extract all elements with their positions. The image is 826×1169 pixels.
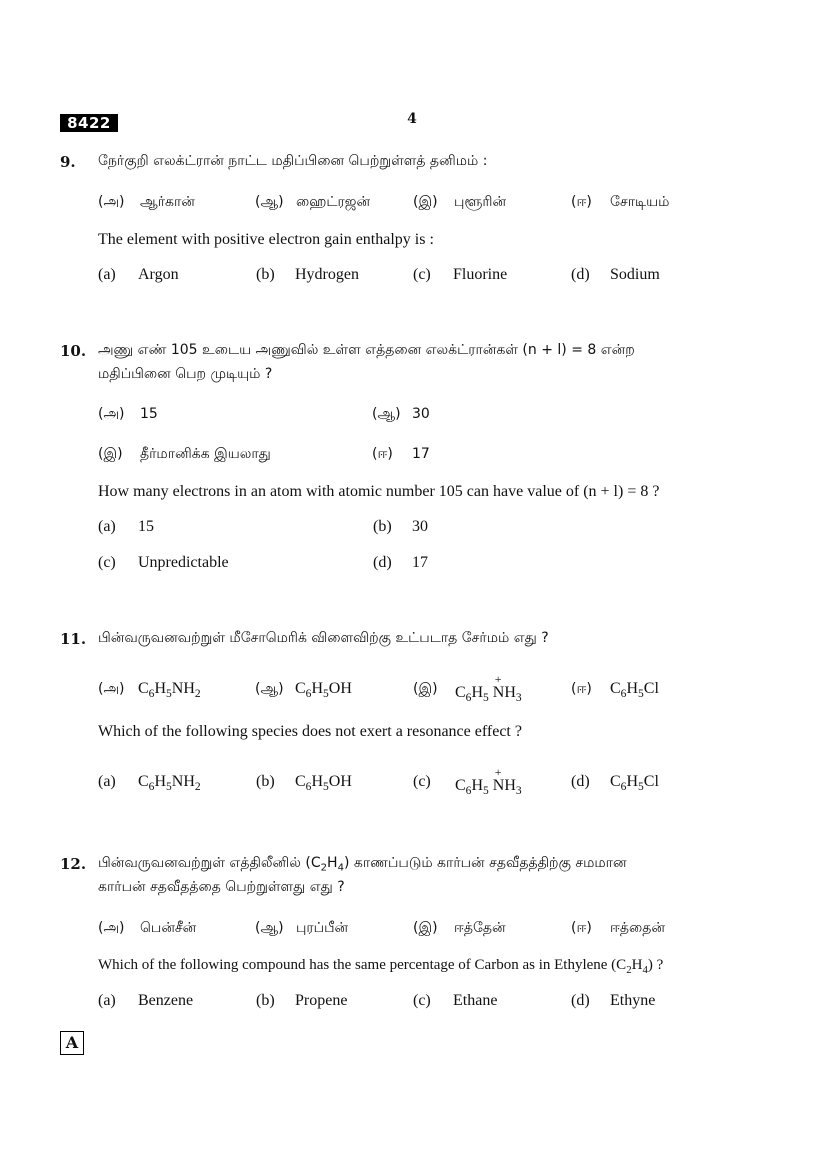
question-paper-code: 8422: [60, 114, 118, 132]
option-marker: (a): [98, 992, 116, 1009]
option-marker: (இ): [413, 681, 438, 697]
formula-anilinium: $C_6H_5$ + $NH_3$: [455, 765, 522, 798]
option-text: தீர்மானிக்க இயலாது: [140, 446, 271, 462]
option-text: ஈத்தைன்: [610, 920, 665, 936]
option-marker: (c): [413, 992, 431, 1009]
question-text-tamil: பின்வருவனவற்றுள் எத்திலீனில் $(C_2H_4)$ காணப்படும் கார்பன் சதவீதத்திற்கு சமமான: [98, 855, 627, 874]
question-number: 10.: [60, 342, 87, 360]
option-marker: (a): [98, 266, 116, 283]
question-number: 12.: [60, 855, 87, 873]
option-text: ஹைட்ரஜன்: [296, 194, 371, 210]
question-text-english: How many electrons in an atom with atomic number 105 can have value of (n + l) = 8 ?: [98, 483, 660, 500]
option-marker: (இ): [98, 446, 123, 462]
option-text: Propene: [295, 992, 348, 1009]
formula-phenol: $C_6H_5OH$: [295, 680, 352, 701]
option-text: சோடியம்: [610, 194, 670, 210]
formula-aniline: $C_6H_5NH_2$: [138, 680, 201, 701]
question-text-english: Which of the following species does not exert a resonance effect ?: [98, 723, 522, 740]
option-text: 17: [412, 554, 428, 571]
positive-charge: +: [494, 765, 502, 779]
option-marker: (a): [98, 518, 116, 535]
formula-phenol: $C_6H_5OH$: [295, 773, 352, 794]
option-marker: (ஈ): [571, 681, 592, 697]
option-marker: (அ): [98, 920, 125, 936]
option-marker: (b): [256, 992, 275, 1009]
option-text: Argon: [138, 266, 179, 283]
question-text-english: The element with positive electron gain enthalpy is :: [98, 231, 434, 248]
option-text: Unpredictable: [138, 554, 229, 571]
option-marker: (இ): [413, 920, 438, 936]
option-text: Ethane: [453, 992, 498, 1009]
option-text: ஈத்தேன்: [454, 920, 506, 936]
option-text: Fluorine: [453, 266, 508, 283]
option-marker: (ஆ): [255, 681, 284, 697]
option-marker: (ஆ): [372, 406, 401, 422]
question-text-tamil: நேர்குறி எலக்ட்ரான் நாட்ட மதிப்பினை பெற்றுள்ளத் தனிமம் :: [98, 153, 488, 169]
formula-chlorobenzene: $C_6H_5Cl$: [610, 680, 659, 701]
option-marker: (c): [413, 266, 431, 283]
formula-chlorobenzene: $C_6H_5Cl$: [610, 773, 659, 794]
page-number: 4: [407, 111, 417, 127]
option-marker: (ஈ): [372, 446, 393, 462]
question-text-tamil-line2: மதிப்பினை பெற முடியும் ?: [98, 366, 273, 382]
question-text-tamil: அணு எண் 105 உடைய அணுவில் உள்ள எத்தனை எலக்ட்ரான்கள் (n + l) = 8 என்ற: [98, 342, 635, 358]
option-marker: (இ): [413, 194, 438, 210]
option-marker: (அ): [98, 406, 125, 422]
option-marker: (d): [571, 266, 590, 283]
option-marker: (d): [571, 773, 590, 790]
option-marker: (b): [256, 266, 275, 283]
option-text: 30: [412, 518, 428, 535]
option-marker: (c): [98, 554, 116, 571]
option-marker: (b): [373, 518, 392, 535]
question-text-tamil: பின்வருவனவற்றுள் மீசோமெரிக் விளைவிற்கு உட்படாத சேர்மம் எது ?: [98, 630, 549, 646]
formula-anilinium: $C_6H_5$ + $NH_3$: [455, 672, 522, 705]
option-marker: (அ): [98, 194, 125, 210]
option-text: புரப்பீன்: [296, 920, 349, 936]
option-text: Sodium: [610, 266, 660, 283]
question-number: 11.: [60, 630, 87, 648]
option-text: 15: [138, 518, 154, 535]
question-number: 9.: [60, 153, 76, 171]
option-marker: (d): [571, 992, 590, 1009]
option-text: புளூரின்: [454, 194, 507, 210]
booklet-set-box: A: [60, 1031, 84, 1055]
option-text: Ethyne: [610, 992, 656, 1009]
positive-charge: +: [494, 672, 502, 686]
option-text: பென்சீன்: [140, 920, 197, 936]
option-text: Hydrogen: [295, 266, 359, 283]
option-marker: (ஆ): [255, 920, 284, 936]
option-marker: (ஈ): [571, 194, 592, 210]
option-text: ஆர்கான்: [140, 194, 195, 210]
option-marker: (ஈ): [571, 920, 592, 936]
formula-aniline: $C_6H_5NH_2$: [138, 773, 201, 794]
option-text: 15: [140, 406, 158, 422]
option-marker: (d): [373, 554, 392, 571]
option-marker: (b): [256, 773, 275, 790]
option-marker: (c): [413, 773, 431, 790]
option-marker: (ஆ): [255, 194, 284, 210]
option-marker: (அ): [98, 681, 125, 697]
question-text-english: Which of the following compound has the same percentage of Carbon as in Ethylene $(C_2H_4)$ ?: [98, 957, 664, 976]
question-text-tamil-line2: கார்பன் சதவீதத்தை பெற்றுள்ளது எது ?: [98, 879, 345, 895]
option-text: Benzene: [138, 992, 194, 1009]
option-text: 30: [412, 406, 430, 422]
option-marker: (a): [98, 773, 116, 790]
option-text: 17: [412, 446, 430, 462]
